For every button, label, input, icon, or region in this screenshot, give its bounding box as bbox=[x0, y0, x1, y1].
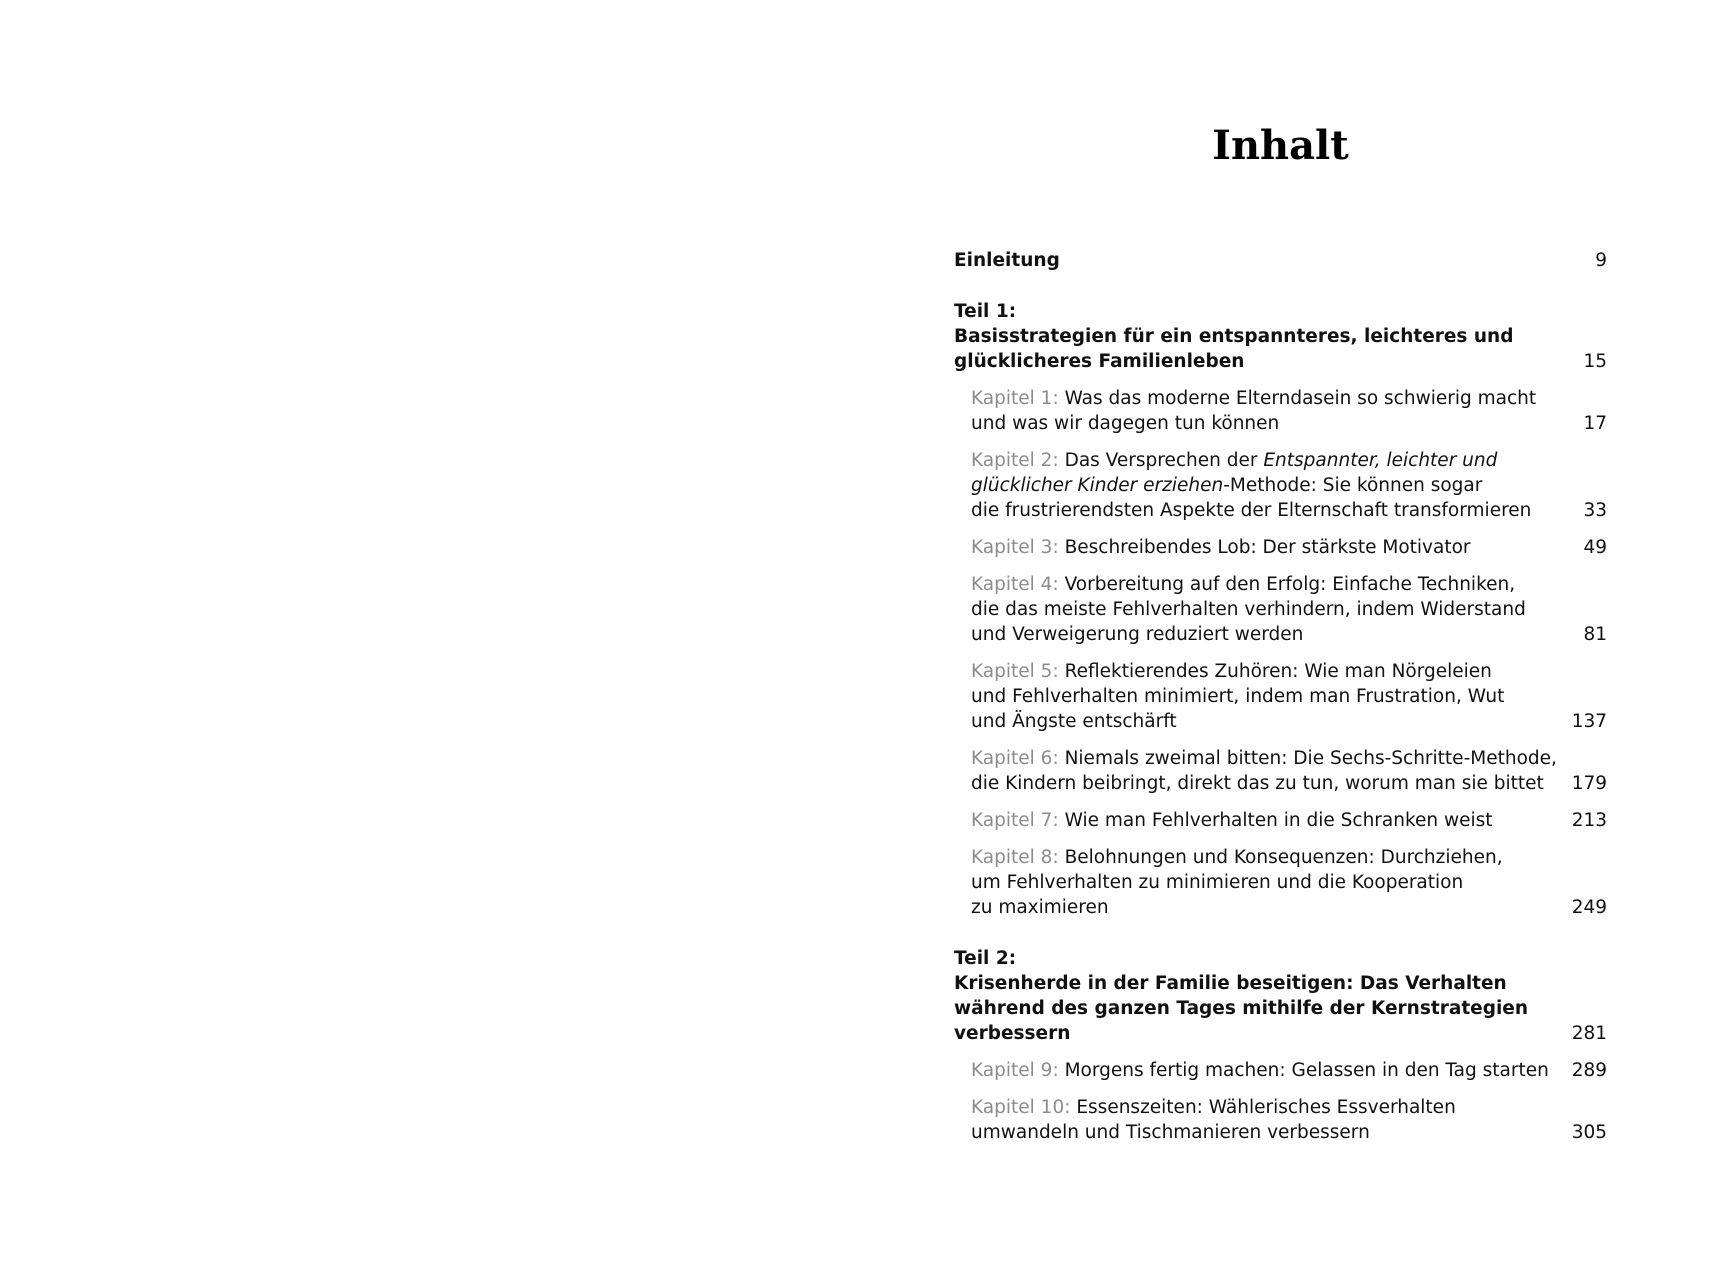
toc-part-label: Teil 2: bbox=[954, 948, 1017, 969]
toc-page-number: 81 bbox=[1583, 624, 1607, 645]
toc-chapter-title-line: Essenszeiten: Wählerisches Essverhalten bbox=[1076, 1097, 1456, 1118]
toc-chapter-title-line: die das meiste Fehlverhalten verhindern, indem Widerstand bbox=[971, 599, 1526, 620]
toc-page-number: 281 bbox=[1571, 1023, 1607, 1044]
toc-entry-chapter-7[interactable] bbox=[954, 808, 1607, 833]
toc-chapter-title-line: um Fehlverhalten zu minimieren und die Kooperation bbox=[971, 872, 1464, 893]
toc-chapter-title-line: Wie man Fehlverhalten in die Schranken weist bbox=[1064, 810, 1493, 831]
toc-chapter-label: Kapitel 5: bbox=[971, 661, 1059, 682]
toc-chapter-text bbox=[971, 659, 1571, 734]
toc-chapter-title-line: zu maximieren bbox=[971, 897, 1109, 918]
toc-chapter-label: Kapitel 9: bbox=[971, 1060, 1059, 1081]
toc-part-title-line: Krisenherde in der Familie beseitigen: Das Verhalten bbox=[954, 973, 1507, 994]
toc-chapter-title-line: und was wir dagegen tun können bbox=[971, 413, 1280, 434]
toc-part-title bbox=[954, 946, 1571, 1046]
toc-part-label: Teil 1: bbox=[954, 301, 1017, 322]
toc-chapter-title-line: Was das moderne Elterndasein so schwierig macht bbox=[1064, 388, 1537, 409]
toc-entry-chapter-5[interactable] bbox=[954, 659, 1607, 734]
toc-chapter-title-italic: glücklicher Kinder erziehen bbox=[971, 475, 1224, 496]
toc-chapter-title-line: die Kindern beibringt, direkt das zu tun, worum man sie bittet bbox=[971, 773, 1544, 794]
toc-chapter-text bbox=[971, 535, 1571, 560]
toc-entry-chapter-9[interactable] bbox=[954, 1058, 1607, 1083]
toc-chapter-label: Kapitel 8: bbox=[971, 847, 1059, 868]
toc-chapter-label: Kapitel 4: bbox=[971, 574, 1059, 595]
toc-chapter-text bbox=[971, 845, 1571, 920]
toc-chapter-title-line: Belohnungen und Konsequenzen: Durchziehen, bbox=[1064, 847, 1503, 868]
toc-chapter-title-line: und Verweigerung reduziert werden bbox=[971, 624, 1304, 645]
toc-chapter-label: Kapitel 6: bbox=[971, 748, 1059, 769]
toc-entry-part-2[interactable] bbox=[954, 946, 1607, 1046]
toc-chapter-label: Kapitel 1: bbox=[971, 388, 1059, 409]
toc-page-number: 15 bbox=[1583, 351, 1607, 372]
toc-chapter-text bbox=[971, 572, 1571, 647]
toc-chapter-title-line: und Fehlverhalten minimiert, indem man Frustration, Wut bbox=[971, 686, 1505, 707]
toc-page-number: 213 bbox=[1571, 810, 1607, 831]
toc-chapter-text bbox=[971, 808, 1571, 833]
toc-page-number: 49 bbox=[1583, 537, 1607, 558]
toc-entry-chapter-8[interactable] bbox=[954, 845, 1607, 920]
toc-chapter-title-line: Niemals zweimal bitten: Die Sechs-Schritte-Methode, bbox=[1064, 748, 1557, 769]
toc-entry-chapter-10[interactable] bbox=[954, 1095, 1607, 1145]
toc-chapter-title-line: Vorbereitung auf den Erfolg: Einfache Techniken, bbox=[1064, 574, 1516, 595]
toc-page-number: 33 bbox=[1583, 500, 1607, 521]
left-page-blank bbox=[0, 0, 856, 1270]
toc-chapter-title-line: Morgens fertig machen: Gelassen in den Tag starten bbox=[1064, 1060, 1549, 1081]
toc-page-number: 305 bbox=[1571, 1122, 1607, 1143]
toc-part-title-line: verbessern bbox=[954, 1023, 1071, 1044]
toc-page-number: 9 bbox=[1595, 250, 1607, 271]
toc-chapter-title-segment: Das Versprechen der bbox=[1064, 450, 1264, 471]
toc-chapter-text bbox=[971, 746, 1571, 796]
toc-entry-chapter-4[interactable] bbox=[954, 572, 1607, 647]
toc-chapter-text bbox=[971, 1058, 1571, 1083]
toc-entry-part-1[interactable] bbox=[954, 299, 1607, 374]
toc-chapter-title-line: die frustrierendsten Aspekte der Elternschaft transformieren bbox=[971, 500, 1532, 521]
toc-chapter-label: Kapitel 10: bbox=[971, 1097, 1071, 1118]
toc-page-number: 249 bbox=[1571, 897, 1607, 918]
toc-part-title-line: Basisstrategien für ein entspannteres, leichteres und bbox=[954, 326, 1514, 347]
toc-part-title-line: während des ganzen Tages mithilfe der Kernstrategien bbox=[954, 998, 1529, 1019]
toc-entry-chapter-3[interactable] bbox=[954, 535, 1607, 560]
toc-chapter-label: Kapitel 3: bbox=[971, 537, 1059, 558]
toc-entry-chapter-2[interactable] bbox=[954, 448, 1607, 523]
toc-chapter-label: Kapitel 2: bbox=[971, 450, 1059, 471]
page-title: Inhalt bbox=[1212, 122, 1349, 169]
toc-chapter-label: Kapitel 7: bbox=[971, 810, 1059, 831]
toc-chapter-text bbox=[971, 1095, 1571, 1145]
toc-chapter-title-line: Beschreibendes Lob: Der stärkste Motivator bbox=[1064, 537, 1471, 558]
toc-chapter-title-italic: Entspannter, leichter und bbox=[1263, 450, 1498, 471]
toc-part-title-line: glücklicheres Familienleben bbox=[954, 351, 1245, 372]
table-of-contents bbox=[954, 248, 1607, 1145]
toc-page-number: 137 bbox=[1571, 711, 1607, 732]
toc-page-number: 179 bbox=[1571, 773, 1607, 794]
toc-entry-chapter-6[interactable] bbox=[954, 746, 1607, 796]
toc-chapter-title-segment: -Methode: Sie können sogar bbox=[1223, 475, 1483, 496]
toc-page-number: 289 bbox=[1571, 1060, 1607, 1081]
toc-entry-chapter-1[interactable] bbox=[954, 386, 1607, 436]
toc-entry-introduction[interactable] bbox=[954, 248, 1607, 273]
toc-entry-title: Einleitung bbox=[954, 250, 1060, 271]
toc-chapter-title-line: umwandeln und Tischmanieren verbessern bbox=[971, 1122, 1370, 1143]
toc-chapter-text bbox=[971, 386, 1571, 436]
toc-chapter-title-line: Reflektierendes Zuhören: Wie man Nörgeleien bbox=[1064, 661, 1492, 682]
toc-part-title bbox=[954, 299, 1571, 374]
toc-page-number: 17 bbox=[1583, 413, 1607, 434]
toc-chapter-title-line: und Ängste entschärft bbox=[971, 711, 1177, 732]
toc-chapter-text bbox=[971, 448, 1571, 523]
